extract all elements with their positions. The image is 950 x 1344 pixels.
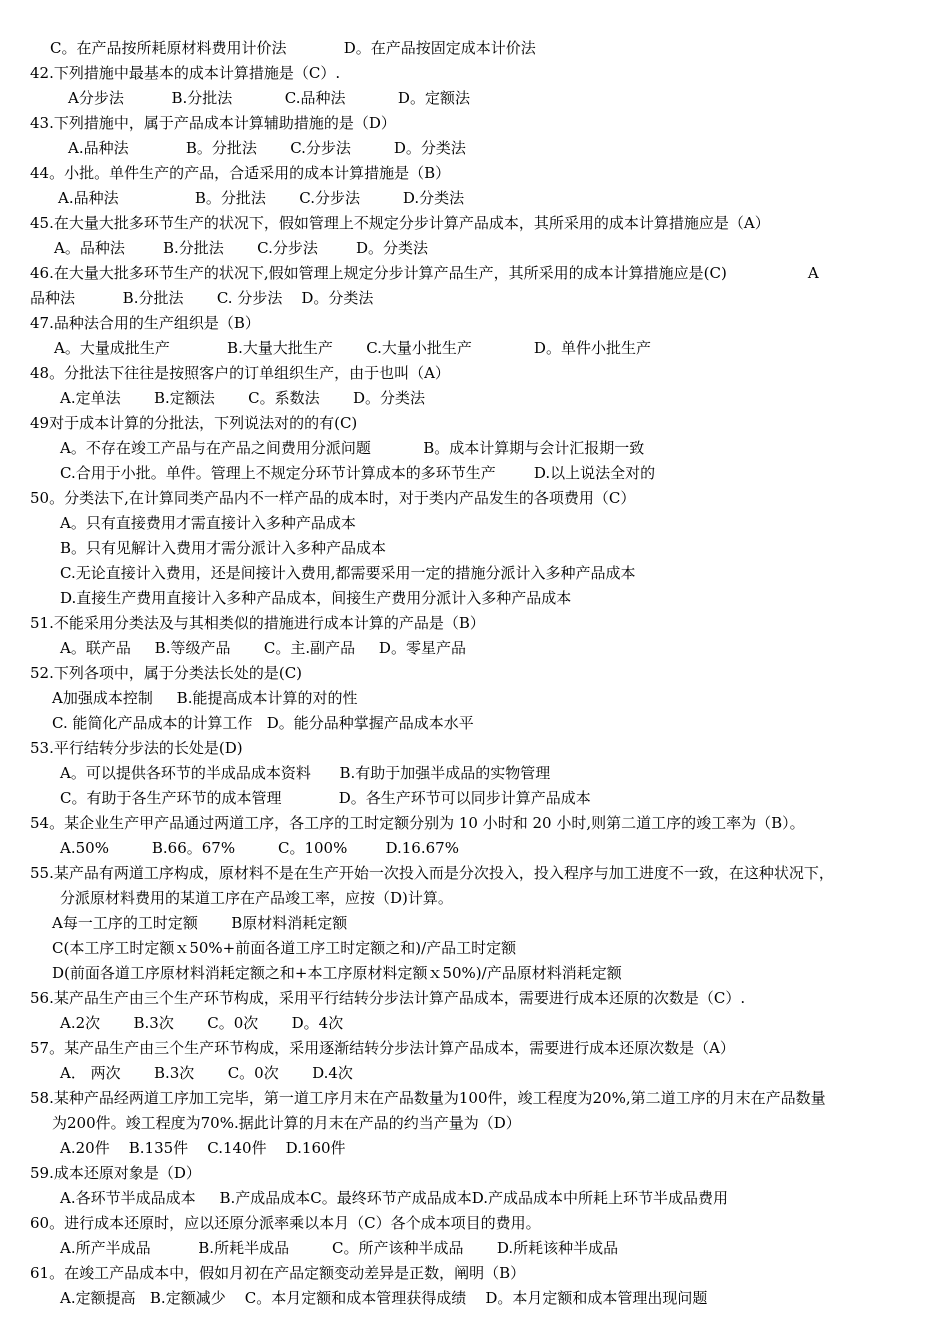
options-49-cd: C.合用于小批。单件。管理上不规定分环节计算成本的多环节生产 D.以上说法全对的 (60, 464, 656, 482)
options-56: A.2次 B.3次 C。0次 D。4次 (60, 1014, 344, 1032)
question-46: 46.在大量大批多环节生产的状况下,假如管理上规定分步计算产品生产，其所采用的成本计算措施应是(C) A (30, 264, 819, 282)
question-42: 42.下列措施中最基本的成本计算措施是（C）. (30, 64, 341, 82)
question-53: 53.平行结转分步法的长处是(D) (30, 739, 243, 757)
text-line: C。在产品按所耗原材料费用计价法 D。在产品按固定成本计价法 (50, 39, 536, 57)
question-45: 45.在大量大批多环节生产的状况下，假如管理上不规定分步计算产品成本，其所采用的成本计算措施应是（A） (30, 214, 770, 232)
options-52-cd: C. 能简化产品成本的计算工作 D。能分品种掌握产品成本水平 (52, 714, 474, 732)
option-50-a: A。只有直接费用才需直接计入多种产品成本 (60, 514, 356, 532)
option-50-d: D.直接生产费用直接计入多种产品成本，间接生产费用分派计入多种产品成本 (60, 589, 572, 607)
options-55-ab: A每一工序的工时定额 B原材料消耗定额 (52, 914, 348, 932)
options-53-cd: C。有助于各生产环节的成本管理 D。各生产环节可以同步计算产品成本 (60, 789, 591, 807)
question-58-cont: 为200件。竣工程度为70%.据此计算的月末在产品的约当产量为（D） (52, 1114, 521, 1132)
options-49-ab: A。不存在竣工产品与在产品之间费用分派问题 B。成本计算期与会计汇报期一致 (60, 439, 645, 457)
options-42: A分步法 B.分批法 C.品种法 D。定额法 (68, 89, 470, 107)
question-49: 49对于成本计算的分批法，下列说法对的的有(C) (30, 414, 358, 432)
question-51: 51.不能采用分类法及与其相类似的措施进行成本计算的产品是（B） (30, 614, 485, 632)
question-47: 47.品种法合用的生产组织是（B） (30, 314, 260, 332)
options-54: A.50% B.66。67% C。100% D.16.67% (60, 839, 459, 857)
question-44: 44。小批。单件生产的产品，合适采用的成本计算措施是（B） (30, 164, 451, 182)
options-44: A.品种法 B。分批法 C.分步法 D.分类法 (58, 189, 465, 207)
question-43: 43.下列措施中，属于产品成本计算辅助措施的是（D） (30, 114, 396, 132)
options-45: A。品种法 B.分批法 C.分步法 D。分类法 (54, 239, 429, 257)
question-52: 52.下列各项中，属于分类法长处的是(C) (30, 664, 303, 682)
question-56: 56.某产品生产由三个生产环节构成，采用平行结转分步法计算产品成本，需要进行成本还原的次数是（C）. (30, 989, 746, 1007)
question-57: 57。某产品生产由三个生产环节构成，采用逐渐结转分步法计算产品成本，需要进行成本还原次数是（A） (30, 1039, 735, 1057)
options-59: A.各环节半成品成本 B.产成品成本C。最终环节产成品成本D.产成品成本中所耗上环节半成品费用 (60, 1189, 728, 1207)
question-54: 54。某企业生产甲产品通过两道工序，各工序的工时定额分别为 10 小时和 20 小时,则第二道工序的竣工率为（B）。 (30, 814, 805, 832)
options-53-ab: A。可以提供各环节的半成品成本资料 B.有助于加强半成品的实物管理 (60, 764, 551, 782)
option-50-c: C.无论直接计入费用，还是间接计入费用,都需要采用一定的措施分派计入多种产品成本 (60, 564, 636, 582)
options-46: 品种法 B.分批法 C. 分步法 D。分类法 (30, 289, 374, 307)
options-51: A。联产品 B.等级产品 C。主.副产品 D。零星产品 (60, 639, 466, 657)
options-61: A.定额提高 B.定额减少 C。本月定额和成本管理获得成绩 D。本月定额和成本管理出现问题 (60, 1289, 708, 1307)
options-43: A.品种法 B。分批法 C.分步法 D。分类法 (68, 139, 466, 157)
question-50: 50。分类法下,在计算同类产品内不一样产品的成本时，对于类内产品发生的各项费用（C） (30, 489, 636, 507)
options-57: A． 两次 B.3次 C。0次 D.4次 (60, 1064, 353, 1082)
question-55: 55.某产品有两道工序构成，原材料不是在生产开始一次投入而是分次投入，投入程序与加工进度不一致，在这种状况下， (30, 864, 834, 882)
option-50-b: B。只有见解计入费用才需分派计入多种产品成本 (60, 539, 387, 557)
question-48: 48。分批法下往往是按照客户的订单组织生产，由于也叫（A） (30, 364, 450, 382)
options-58: A.20件 B.135件 C.140件 D.160件 (60, 1139, 346, 1157)
options-48: A.定单法 B.定额法 C。系数法 D。分类法 (60, 389, 426, 407)
question-58: 58.某种产品经两道工序加工完毕，第一道工序月末在产品数量为100件，竣工程度为20%,第二道工序的月末在产品数量 (30, 1089, 826, 1107)
options-60: A.所产半成品 B.所耗半成品 C。所产该种半成品 D.所耗该种半成品 (60, 1239, 619, 1257)
question-55-cont: 分派原材料费用的某道工序在产品竣工率，应按（D)计算。 (60, 889, 453, 907)
question-59: 59.成本还原对象是（D） (30, 1164, 201, 1182)
option-55-c: C(本工序工时定额ｘ50%+前面各道工序工时定额之和)/产品工时定额 (52, 939, 517, 957)
question-61: 61。在竣工产品成本中，假如月初在产品定额变动差异是正数，阐明（B） (30, 1264, 526, 1282)
question-60: 60。进行成本还原时，应以还原分派率乘以本月（C）各个成本项目的费用。 (30, 1214, 541, 1232)
option-55-d: D(前面各道工序原材料消耗定额之和+本工序原材料定额ｘ50%)/产品原材料消耗定额 (52, 964, 622, 982)
options-52-ab: A加强成本控制 B.能提高成本计算的对的性 (52, 689, 358, 707)
options-47: A。大量成批生产 B.大量大批生产 C.大量小批生产 D。单件小批生产 (54, 339, 651, 357)
